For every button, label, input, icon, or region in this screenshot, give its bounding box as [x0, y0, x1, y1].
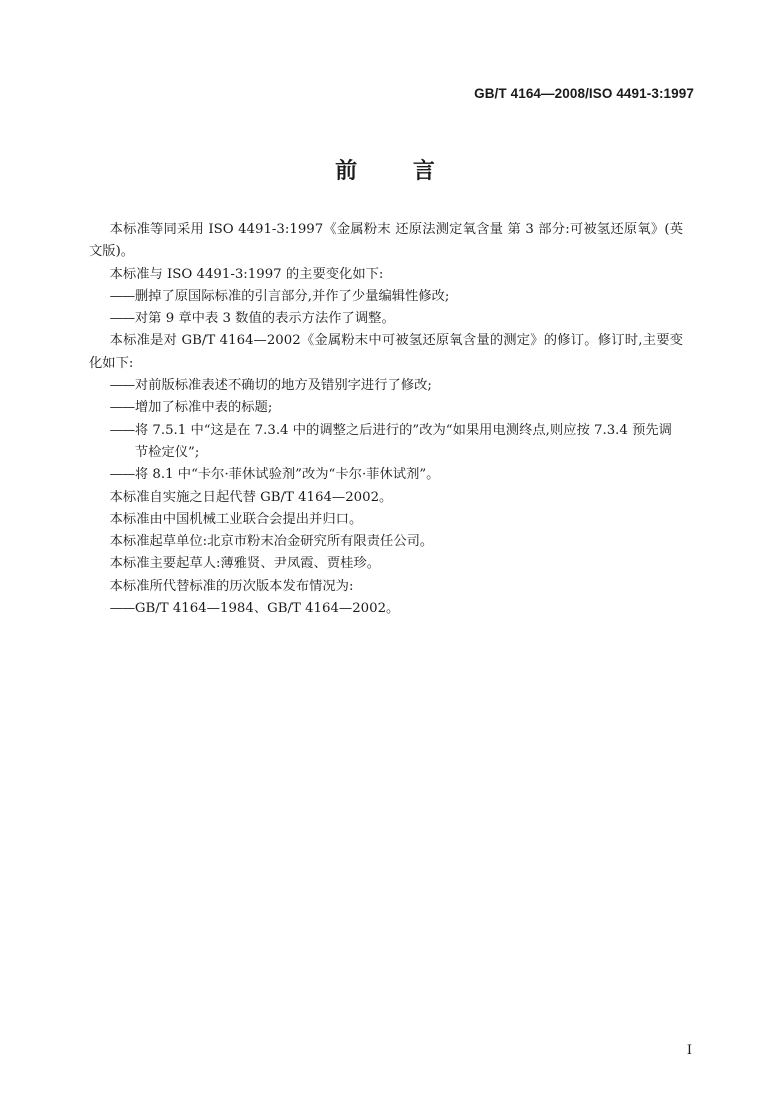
list-item	[89, 598, 683, 620]
list-item-text: GB/T 4164—1984、GB/T 4164—2002。	[134, 601, 400, 617]
drafters-statement: 本标准主要起草人:薄雅贤、尹凤霞、贾桂珍。	[109, 556, 381, 572]
list-item	[89, 464, 683, 486]
list-item-text: 将 8.1 中“卡尔·菲休试验剂”改为“卡尔·菲休试剂”。	[134, 467, 440, 483]
dash-marker: ——	[109, 400, 135, 416]
adoption-statement: 本标准等同采用 ISO 4491-3:1997《金属粉末 还原法测定氧含量 第 3 部分:可被氢还原氧》(英文版)。	[89, 222, 683, 260]
drafting-unit-statement: 本标准起草单位:北京市粉末冶金研究所有限责任公司。	[109, 534, 434, 550]
list-item	[89, 308, 683, 330]
dash-marker: ——	[109, 378, 135, 394]
proposer-statement: 本标准由中国机械工业联合会提出并归口。	[109, 511, 363, 527]
history-intro: 本标准所代替标准的历次版本发布情况为:	[109, 578, 354, 594]
standard-code-header: GB/T 4164—2008/ISO 4491-3:1997	[474, 86, 694, 101]
dash-marker: ——	[109, 422, 135, 438]
supersedes-statement: 本标准自实施之日起代替 GB/T 4164—2002。	[109, 489, 393, 505]
main-changes-intro: 本标准与 ISO 4491-3:1997 的主要变化如下:	[109, 266, 384, 282]
dash-marker: ——	[109, 467, 135, 483]
list-item-text: 对第 9 章中表 3 数值的表示方法作了调整。	[134, 311, 395, 327]
list-item	[89, 420, 683, 465]
revision-intro: 本标准是对 GB/T 4164—2002《金属粉末中可被氢还原氧含量的测定》的修订。修订时,主要变化如下:	[89, 333, 683, 371]
list-item	[89, 397, 683, 419]
list-item	[89, 286, 683, 308]
preface-body	[89, 219, 683, 620]
dash-marker: ——	[109, 311, 135, 327]
dash-marker: ——	[109, 601, 135, 617]
list-item-text: 将 7.5.1 中“这是在 7.3.4 中的调整之后进行的”改为“如果用电测终点,则应按 7.3.4 预先调	[134, 422, 672, 438]
list-item-continuation: 节检定仪”;	[134, 444, 200, 460]
page-title: 前 言	[335, 159, 459, 184]
list-item	[89, 375, 683, 397]
dash-marker: ——	[109, 288, 135, 304]
list-item-text: 增加了标准中表的标题;	[134, 400, 273, 416]
list-item-text: 删掉了原国际标准的引言部分,并作了少量编辑性修改;	[134, 288, 450, 304]
list-item-text: 对前版标准表述不确切的地方及错别字进行了修改;	[134, 378, 432, 394]
page-number: I	[686, 1043, 692, 1058]
